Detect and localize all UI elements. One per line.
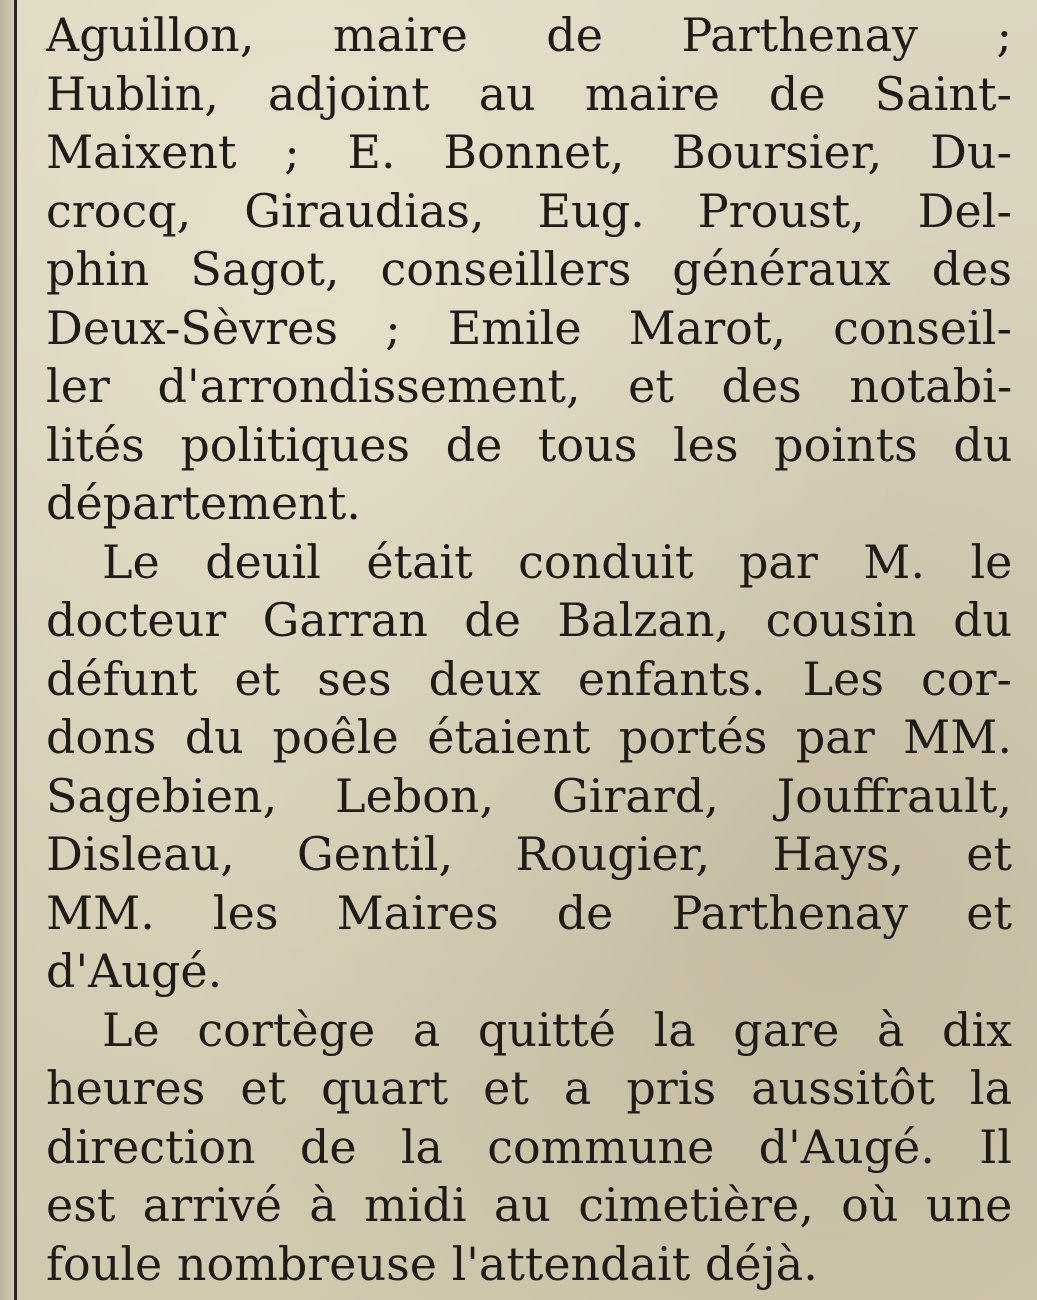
- text-line: est arrivé à midi au cimetière, où une: [46, 1178, 1013, 1232]
- text-line: Le cortège a quitté la gare à dix: [102, 1002, 1013, 1057]
- text-line: MM. les Maires de Parthenay et: [46, 885, 1012, 940]
- text-line: crocq, Giraudias, Eug. Proust, Del-: [46, 183, 1012, 238]
- column-rule: [14, 0, 17, 1300]
- text-line: Disleau, Gentil, Rougier, Hays, et: [46, 827, 1012, 881]
- text-line: heures et quart et a pris aussitôt la: [46, 1061, 1013, 1115]
- page-edge-shadow: [0, 0, 14, 1300]
- text-line: défunt et ses deux enfants. Les cor-: [46, 651, 1012, 706]
- text-line: docteur Garran de Balzan, cousin du: [46, 593, 1013, 647]
- text-line: Sagebien, Lebon, Girard, Jouffrault,: [46, 768, 1012, 823]
- text-line: Hublin, adjoint au maire de Saint-: [46, 66, 1012, 121]
- paragraph-3: [46, 1001, 1012, 1294]
- text-line: département.: [46, 476, 361, 530]
- text-line: ler d'arrondissement, et des notabi-: [46, 359, 1013, 413]
- text-line: Aguillon, maire de Parthenay ;: [46, 8, 1012, 62]
- text-line: Maixent ; E. Bonnet, Boursier, Du-: [46, 125, 1012, 179]
- paragraph-1: [46, 6, 1012, 533]
- text-line: Le deuil était conduit par M. le: [102, 534, 1013, 589]
- text-line: Deux-Sèvres ; Emile Marot, conseil-: [46, 300, 1012, 355]
- text-line: d'Augé.: [46, 944, 223, 998]
- text-line: phin Sagot, conseillers généraux des: [46, 242, 1012, 296]
- text-line: lités politiques de tous les points du: [46, 417, 1013, 472]
- text-line: foule nombreuse l'attendait déjà.: [46, 1236, 818, 1291]
- text-line: dons du poêle étaient portés par MM.: [46, 710, 1012, 764]
- article-text: [46, 6, 1012, 1293]
- text-line: direction de la commune d'Augé. Il: [46, 1119, 1012, 1174]
- paragraph-2: [46, 533, 1012, 1001]
